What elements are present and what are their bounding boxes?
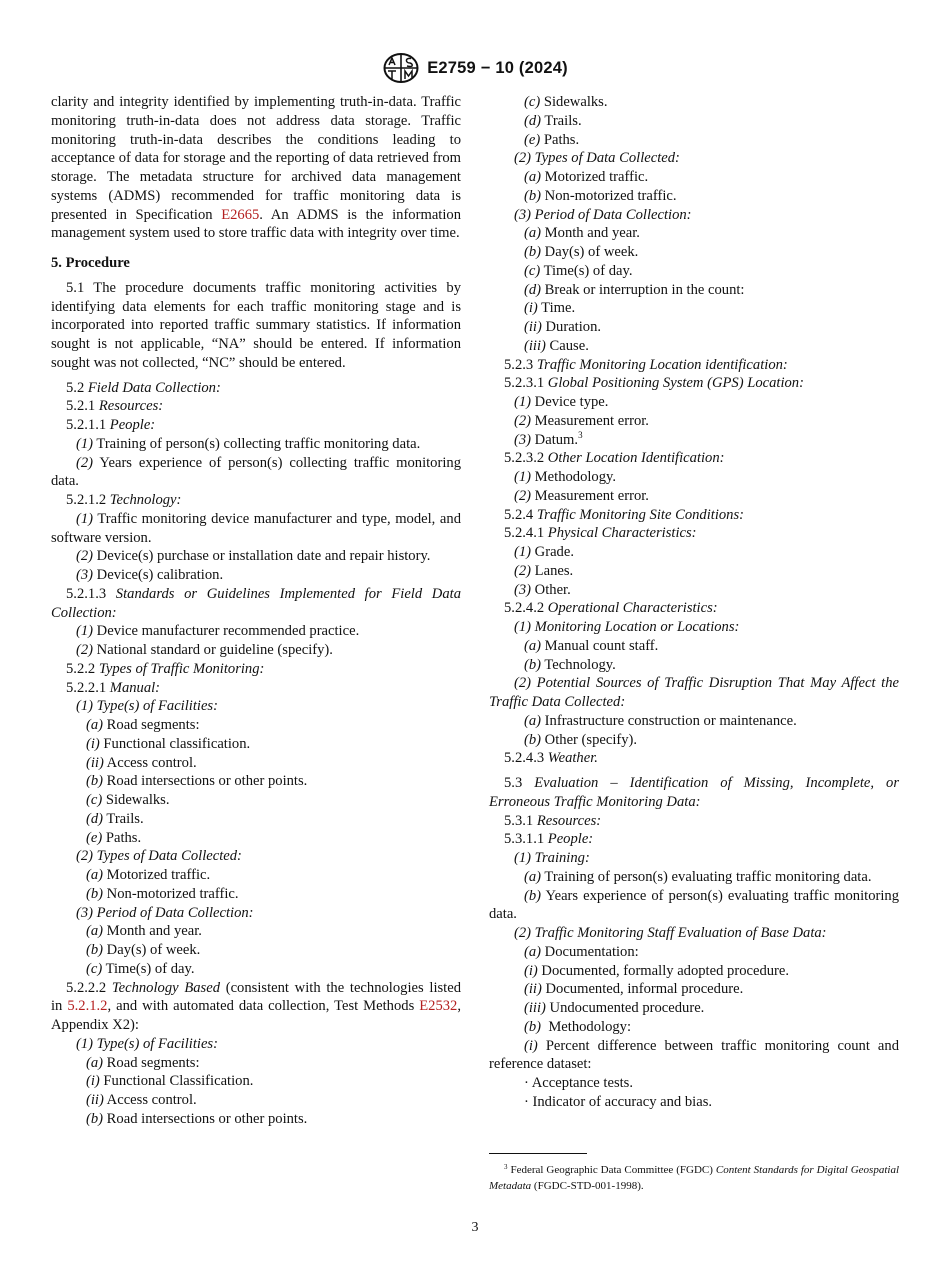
list-subheading: (1) Training: — [514, 850, 590, 866]
intro-paragraph: clarity and integrity identified by implementing truth-in-data. Traffic monitoring truth-in-data does not address data storage. Traffic monitoring truth-in-data describes the conditions leading to acceptance of data for storage and the reporting of data retrieved from storage. The metadata structure for archived data management systems (ADMS) recommended for traffic monitoring data is presented in Specification E2665. An ADMS is the information management system used to store traffic data with integrity over time. — [51, 94, 461, 242]
list-item: (c) Time(s) of day. — [524, 262, 633, 279]
list-item: (ii) Documented, informal procedure. — [524, 981, 744, 998]
heading-5-3-1: 5.3.1 Resources: — [504, 812, 602, 829]
list-item: (c) Sidewalks. — [524, 94, 608, 110]
list-item: (b) Technology. — [524, 656, 616, 673]
list-item: (3) Other. — [514, 581, 571, 598]
list-subheading: (2) Potential Sources of Traffic Disruption That May Affect the Traffic Data Collected: — [489, 675, 899, 710]
list-item: (a) Manual count staff. — [524, 637, 659, 654]
footnote: $^3$ Federal Geographic Data Committee (FGDC) Content Standards for Digital Geospatial Metadata (FGDC-STD-001-1998). — [489, 1163, 900, 1192]
link-5-2-1-2[interactable]: 5.2.1.2 — [67, 998, 108, 1015]
list-item: (ii) Access control. — [86, 1092, 197, 1108]
list-subheading: (3) Period of Data Collection: — [514, 206, 692, 223]
list-item: (c) Sidewalks. — [86, 792, 170, 808]
list-item: (i) Documented, formally adopted procedure. — [524, 962, 790, 979]
page-number: 3 — [471, 1220, 479, 1235]
list-item: (a) Month and year. — [86, 923, 202, 940]
bullet-item: · Indicator of accuracy and bias. — [524, 1093, 713, 1110]
standard-designation: E2759 − 10 (2024) — [427, 58, 568, 77]
link-e2665[interactable]: E2665 — [221, 206, 260, 223]
list-item: (a) Motorized traffic. — [524, 169, 649, 185]
bullet-item: · Acceptance tests. — [524, 1075, 634, 1091]
list-subheading: (1) Monitoring Location or Locations: — [514, 619, 740, 635]
heading-5-2-1-3: 5.2.1.3 Standards or Guidelines Implemented for Field Data Collection: — [51, 585, 461, 621]
heading-5-2-4-3: 5.2.4.3 Weather. — [504, 750, 598, 767]
list-item: (1) Training of person(s) collecting traffic monitoring data. — [76, 435, 421, 452]
list-item: (1) Grade. — [514, 544, 574, 560]
heading-5-3: 5.3 Evaluation – Identification of Missing, Incomplete, or Erroneous Traffic Monitoring Data: — [489, 775, 900, 810]
list-item: (i) Time. — [524, 300, 576, 317]
list-item: (i) Functional classification. — [86, 735, 251, 752]
list-subheading: (2) Types of Data Collected: — [76, 848, 242, 865]
list-item: (b) Non-motorized traffic. — [524, 187, 677, 204]
list-subheading: (2) Traffic Monitoring Staff Evaluation of Base Data: — [514, 925, 827, 941]
list-item: (2) Device(s) purchase or installation date and repair history. — [76, 548, 431, 565]
list-item: (b) Road intersections or other points. — [86, 1110, 308, 1127]
link-e2532[interactable]: E2532 — [419, 998, 458, 1015]
list-item: (2) Lanes. — [514, 562, 574, 579]
list-item: (c) Time(s) of day. — [86, 960, 195, 977]
list-item: (ii) Duration. — [524, 319, 602, 335]
astm-logo — [382, 52, 420, 84]
footnote-divider — [489, 1153, 587, 1154]
footnote-ref[interactable]: 3 — [578, 429, 583, 440]
list-item: (iii) Cause. — [524, 337, 589, 354]
list-item: (b) Other (specify). — [524, 731, 638, 748]
heading-5-2-4-1: 5.2.4.1 Physical Characteristics: — [504, 525, 697, 542]
right-column — [489, 93, 899, 1112]
list-item: (ii) Access control. — [86, 754, 197, 771]
list-item: (2) Years experience of person(s) collecting traffic monitoring data. — [51, 454, 461, 490]
heading-5-2-3-1: 5.2.3.1 Global Positioning System (GPS) Location: — [504, 375, 804, 392]
list-item: (3) Datum.$^3$ — [514, 429, 583, 448]
heading-5-2-1: 5.2.1 Resources: — [66, 398, 164, 415]
list-item: (i) Functional Classification. — [86, 1073, 254, 1090]
list-item: (e) Paths. — [86, 829, 142, 846]
list-item: (b) Methodology: — [524, 1018, 632, 1035]
list-item: (b) Day(s) of week. — [86, 942, 201, 958]
list-item: (3) Device(s) calibration. — [76, 567, 224, 583]
heading-5-2-2-1: 5.2.2.1 Manual: — [66, 679, 161, 696]
heading-5-2-4: 5.2.4 Traffic Monitoring Site Conditions: — [504, 506, 745, 523]
list-item: (a) Documentation: — [524, 943, 639, 960]
heading-5-2: 5.2 Field Data Collection: — [66, 379, 221, 396]
list-item: (i) Percent difference between traffic monitoring count and reference dataset: — [489, 1037, 899, 1073]
list-item: (b) Road intersections or other points. — [86, 773, 308, 790]
left-column — [51, 93, 461, 1129]
list-item: (a) Month and year. — [524, 225, 640, 242]
list-item: (2) Measurement error. — [514, 412, 649, 429]
heading-5-3-1-1: 5.3.1.1 People: — [504, 831, 594, 848]
page-header — [0, 52, 950, 84]
list-item: (1) Device type. — [514, 394, 609, 410]
list-item: (2) Measurement error. — [514, 487, 649, 504]
list-item: (1) Device manufacturer recommended practice. — [76, 623, 360, 640]
list-item: (a) Road segments: — [86, 1054, 200, 1071]
list-item: (d) Trails. — [86, 810, 144, 827]
list-item: (1) Methodology. — [514, 469, 617, 485]
list-item: (a) Infrastructure construction or maintenance. — [524, 712, 797, 729]
list-item: (a) Road segments: — [86, 717, 200, 733]
list-item: (d) Break or interruption in the count: — [524, 281, 745, 298]
list-item: (d) Trails. — [524, 112, 582, 129]
list-item: (a) Motorized traffic. — [86, 867, 211, 883]
list-subheading: (1) Type(s) of Facilities: — [76, 1035, 218, 1052]
heading-5-2-2-2: 5.2.2.2 Technology Based (consistent with the technologies listed in 5.2.1.2, and with automated data collection, Test Methods E2532, Appendix X2): — [51, 979, 462, 1033]
list-item: (iii) Undocumented procedure. — [524, 1000, 705, 1016]
list-item: (b) Day(s) of week. — [524, 244, 639, 260]
heading-5-2-4-2: 5.2.4.2 Operational Characteristics: — [504, 600, 718, 617]
heading-5-2-3: 5.2.3 Traffic Monitoring Location identification: — [504, 356, 788, 373]
section-title: 5. Procedure — [51, 255, 130, 271]
heading-5-2-1-2: 5.2.1.2 Technology: — [66, 492, 182, 508]
list-subheading: (1) Type(s) of Facilities: — [76, 698, 218, 715]
list-item: (a) Training of person(s) evaluating traffic monitoring data. — [524, 868, 872, 885]
list-item: (b) Non-motorized traffic. — [86, 885, 239, 902]
heading-5-2-1-1: 5.2.1.1 People: — [66, 417, 156, 433]
list-subheading: (2) Types of Data Collected: — [514, 150, 680, 167]
heading-5-2-2: 5.2.2 Types of Traffic Monitoring: — [66, 660, 265, 677]
paragraph-5-1: 5.1 The procedure documents traffic monitoring activities by identifying data elements for each traffic monitoring stage and is incorporated into reported traffic summary statistics. If information sought is not applicable, “NA” should be entered. If information sought was not collected, “NC” should be entered. — [51, 279, 461, 371]
list-item: (b) Years experience of person(s) evaluating traffic monitoring data. — [489, 887, 899, 923]
list-subheading: (3) Period of Data Collection: — [76, 904, 254, 921]
heading-5-2-3-2: 5.2.3.2 Other Location Identification: — [504, 450, 725, 467]
list-item: (e) Paths. — [524, 131, 580, 148]
list-item: (2) National standard or guideline (specify). — [76, 642, 333, 658]
list-item: (1) Traffic monitoring device manufacturer and type, model, and software version. — [51, 510, 461, 546]
